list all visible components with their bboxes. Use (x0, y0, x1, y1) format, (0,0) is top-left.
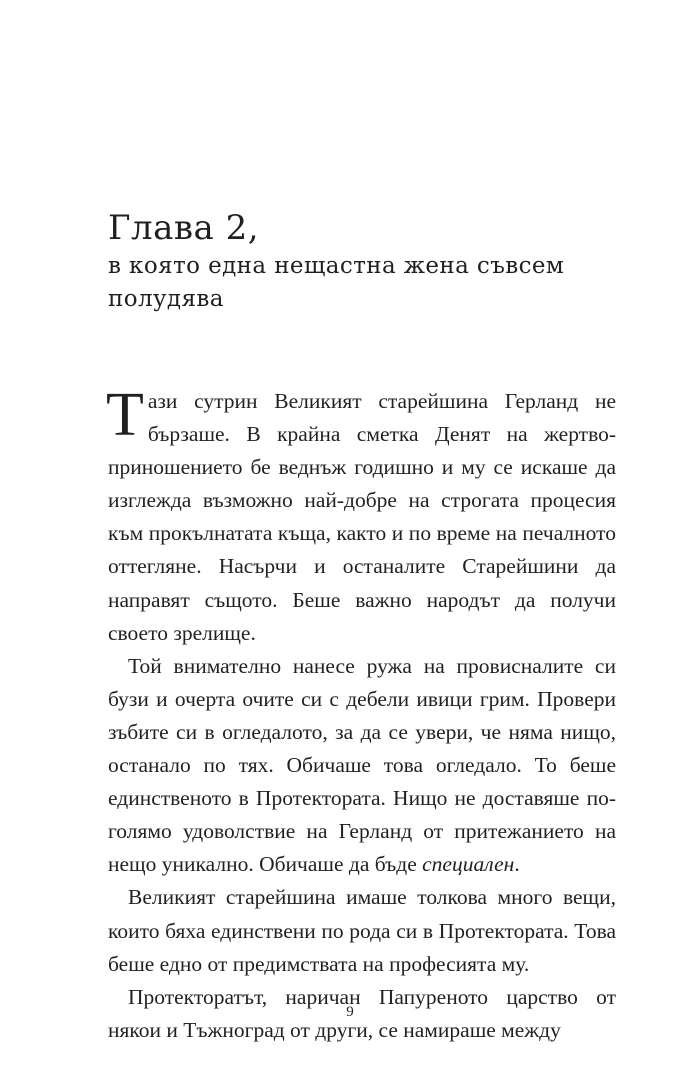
paragraph-1-text: ази сутрин Великият старейшина Герланд не бързаше. В крайна сметка Денят на жертвоприношението бе веднъж годишно и му се искаше да изглежда възможно най-добре на строгата процесия към прокълнатата къща, както и по време на печалното оттегляне. Насърчи и останалите Старейшини да направят същото. Беше важно народът да получи своето зрелище. (108, 389, 616, 645)
paragraph-2-text: Той внимателно нанесе ружа на провисналите си бузи и очерта очите си с дебели ивици грим. Провери зъбите си в огледалото, за да се увери, че няма нищо, останало по тях. Обичаше това огледало. То беше единственото в Протектората. Нищо не доставяше по-голямо удоволствие на Герланд от притежанието на нещо уникално. Обичаше да бъде (108, 653, 616, 877)
paragraph-4: Протекторатът, наричан Папуреното царство от някои и Тъжноград от други, се намираше между (108, 984, 616, 1042)
paragraph-2-end: . (514, 852, 520, 877)
emphasis-word: специален (422, 852, 515, 877)
chapter-title: Глава 2, (108, 208, 260, 248)
paragraph-3: Великият старейшина имаше толкова много вещи, които бяха единствени по рода си в Протектората. Това беше едно от предимствата на професията му. (108, 885, 616, 976)
chapter-subtitle: в която една нещастна жена съвсем полудява (108, 253, 565, 312)
paragraph-2 (108, 650, 616, 882)
paragraph-1 (106, 381, 616, 650)
body-text (106, 381, 616, 1047)
drop-cap: Т (106, 381, 144, 449)
page-number: 9 (346, 1004, 354, 1020)
